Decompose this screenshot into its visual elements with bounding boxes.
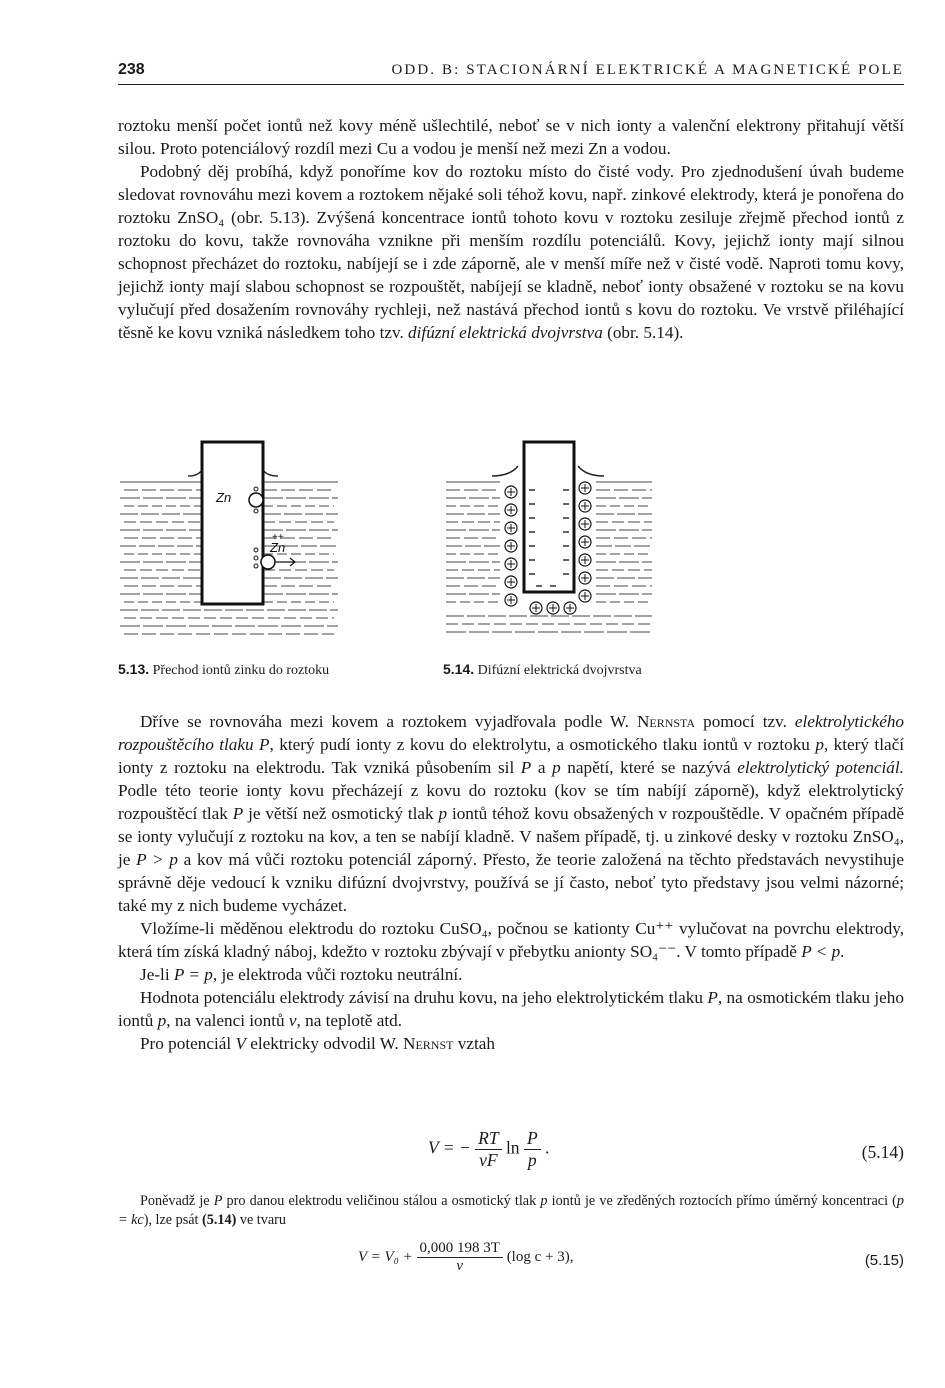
zinc-electrode (202, 442, 263, 604)
paragraph: Je-li P = p, je elektroda vůči roztoku neutrální. (140, 965, 463, 984)
paragraph: Pro potenciál V elektricky odvodil W. Nernst vztah (140, 1034, 495, 1053)
figure-caption-5-13: 5.13. Přechod iontů zinku do roztoku (118, 661, 330, 678)
equation-body: V = − $\frac{RT}{vF}$ ln $\frac{P}{p}$ . (428, 1128, 550, 1170)
equation-number: (5.15) (864, 1252, 904, 1269)
body-text-bottom (118, 710, 904, 1055)
figure-5-13 (118, 440, 343, 650)
paragraph: Hodnota potenciálu elektrody závisí na druhu kovu, na jeho elektrolytickém tlaku P, na osmotickém tlaku jeho iontů p, na valenci iontů v, na teplotě atd. (118, 988, 904, 1030)
paragraph: Poněvadž je P pro danou elektrodu veličinou stálou a osmotický tlak p iontů je ve zředěných roztocích přímo úměrný koncentraci (p = kc), lze psát (5.14) ve tvaru (118, 1193, 904, 1228)
page-header (118, 58, 904, 85)
small-print-text (118, 1192, 904, 1230)
figure-caption-5-14: 5.14. Difúzní elektrická dvojvrstva (443, 661, 642, 678)
running-title: ODD. B: STACIONÁRNÍ ELEKTRICKÉ A MAGNETICKÉ POLE (391, 62, 904, 78)
equation-body: V = V₀ + $\frac{0,000 198 3T}{v}$ (log c + 3), (358, 1240, 574, 1274)
figure-5-14 (440, 440, 660, 650)
paragraph: Podobný děj probíhá, když ponoříme kov do roztoku místo do čisté vody. Pro zjednodušení úvah budeme sledovat rovnováhu mezi kovem a roztokem nějaké soli téhož kovu, např. zinkové elektrody, která je ponořena do roztoku ZnSO₄ (obr. 5.13). Zvýšená koncentrace iontů tohoto kovu v roztoku zesiluje zřejmě přechod iontů z roztoku do kovu, takže rovnováha vznikne při menším rozdílu potenciálů. Kovy, jejichž ionty mají silnou schopnost přecházet do roztoku, nabíjejí se i zde záporně, ale v menší míře než v čisté vodě. Naproti tomu kovy, jejichž ionty mají slabou schopnost se rozpouštět, nabíjejí se kladně, neboť ionty obsažené v roztoku se na kovu vylučují před dosažením rovnováhy rychleji, než nastává přechod iontů s kovu do roztoku. Ve vrstvě přiléhající těsně ke kovu vzniká následkem toho tzv. difúzní elektrická dvojvrstva (obr. 5.14). (118, 162, 904, 342)
ion-on-surface (249, 493, 263, 507)
paragraph: roztoku menší počet iontů než kovy méně ušlechtilé, neboť se v nich ionty a valenční elektrony přitahují větší silou. Proto potenciálový rozdíl mezi Cu a vodou je menší než mezi Zn a vodou. (118, 116, 904, 158)
electrode-label: Zn (216, 490, 232, 505)
equation-5-14 (118, 1128, 904, 1178)
zinc-ion-label: Zn (270, 540, 286, 555)
metal-electrode (524, 442, 574, 592)
fraction: $\frac{RT}{vF}$ (475, 1128, 501, 1171)
zinc-ion (261, 555, 275, 569)
term-emphasis: difúzní elektrická dvojvrstva (408, 323, 603, 342)
paragraph: Vložíme-li měděnou elektrodu do roztoku CuSO₄, počnou se kationty Cu⁺⁺ vylučovat na povrchu elektrody, která tím získá kladný náboj, kdežto v roztoku zbývají v přebytku anionty SO₄⁻⁻. V tomto případě P < p. (118, 919, 904, 961)
page-number: 238 (118, 61, 145, 78)
equation-number: (5.14) (861, 1142, 904, 1162)
body-text-top (118, 114, 904, 344)
equation-5-15 (118, 1240, 904, 1290)
charge-label: ++ (272, 532, 284, 543)
paragraph: Dříve se rovnováha mezi kovem a roztokem vyjadřovala podle W. Nernsta pomocí tzv. elektrolytického rozpouštěcího tlaku P, který pudí ionty z kovu do elektrolytu, a osmotického tlaku iontů v roztoku p, který tlačí ionty z roztoku na elektrodu. Tak vzniká působením sil P a p napětí, které se nazývá elektrolytický potenciál. Podle této teorie ionty kovu přecházejí z kovu do roztoku (kov se tím nabíjí záporně), když elektrolytický rozpouštěcí tlak P je větší než osmotický tlak p iontů téhož kovu obsažených v rozpouštědle. V opačném případě se ionty vylučují z roztoku na kov, a ten se nabíjí kladně. V našem případě, tj. u zinkové desky v roztoku ZnSO₄, je P > p a kov má vůči roztoku potenciál záporný. Přesto, že teorie založená na těchto představách nevystihuje správně děje vedoucí k vzniku difúzní dvojvrstvy, používá se jí často, neboť tyto představy jsou velmi názorné; také my z nich budeme vycházet. (118, 712, 905, 915)
fraction: $\frac{0,000 198 3T}{v}$ (417, 1240, 503, 1275)
fraction: $\frac{P}{p}$ (524, 1128, 541, 1171)
